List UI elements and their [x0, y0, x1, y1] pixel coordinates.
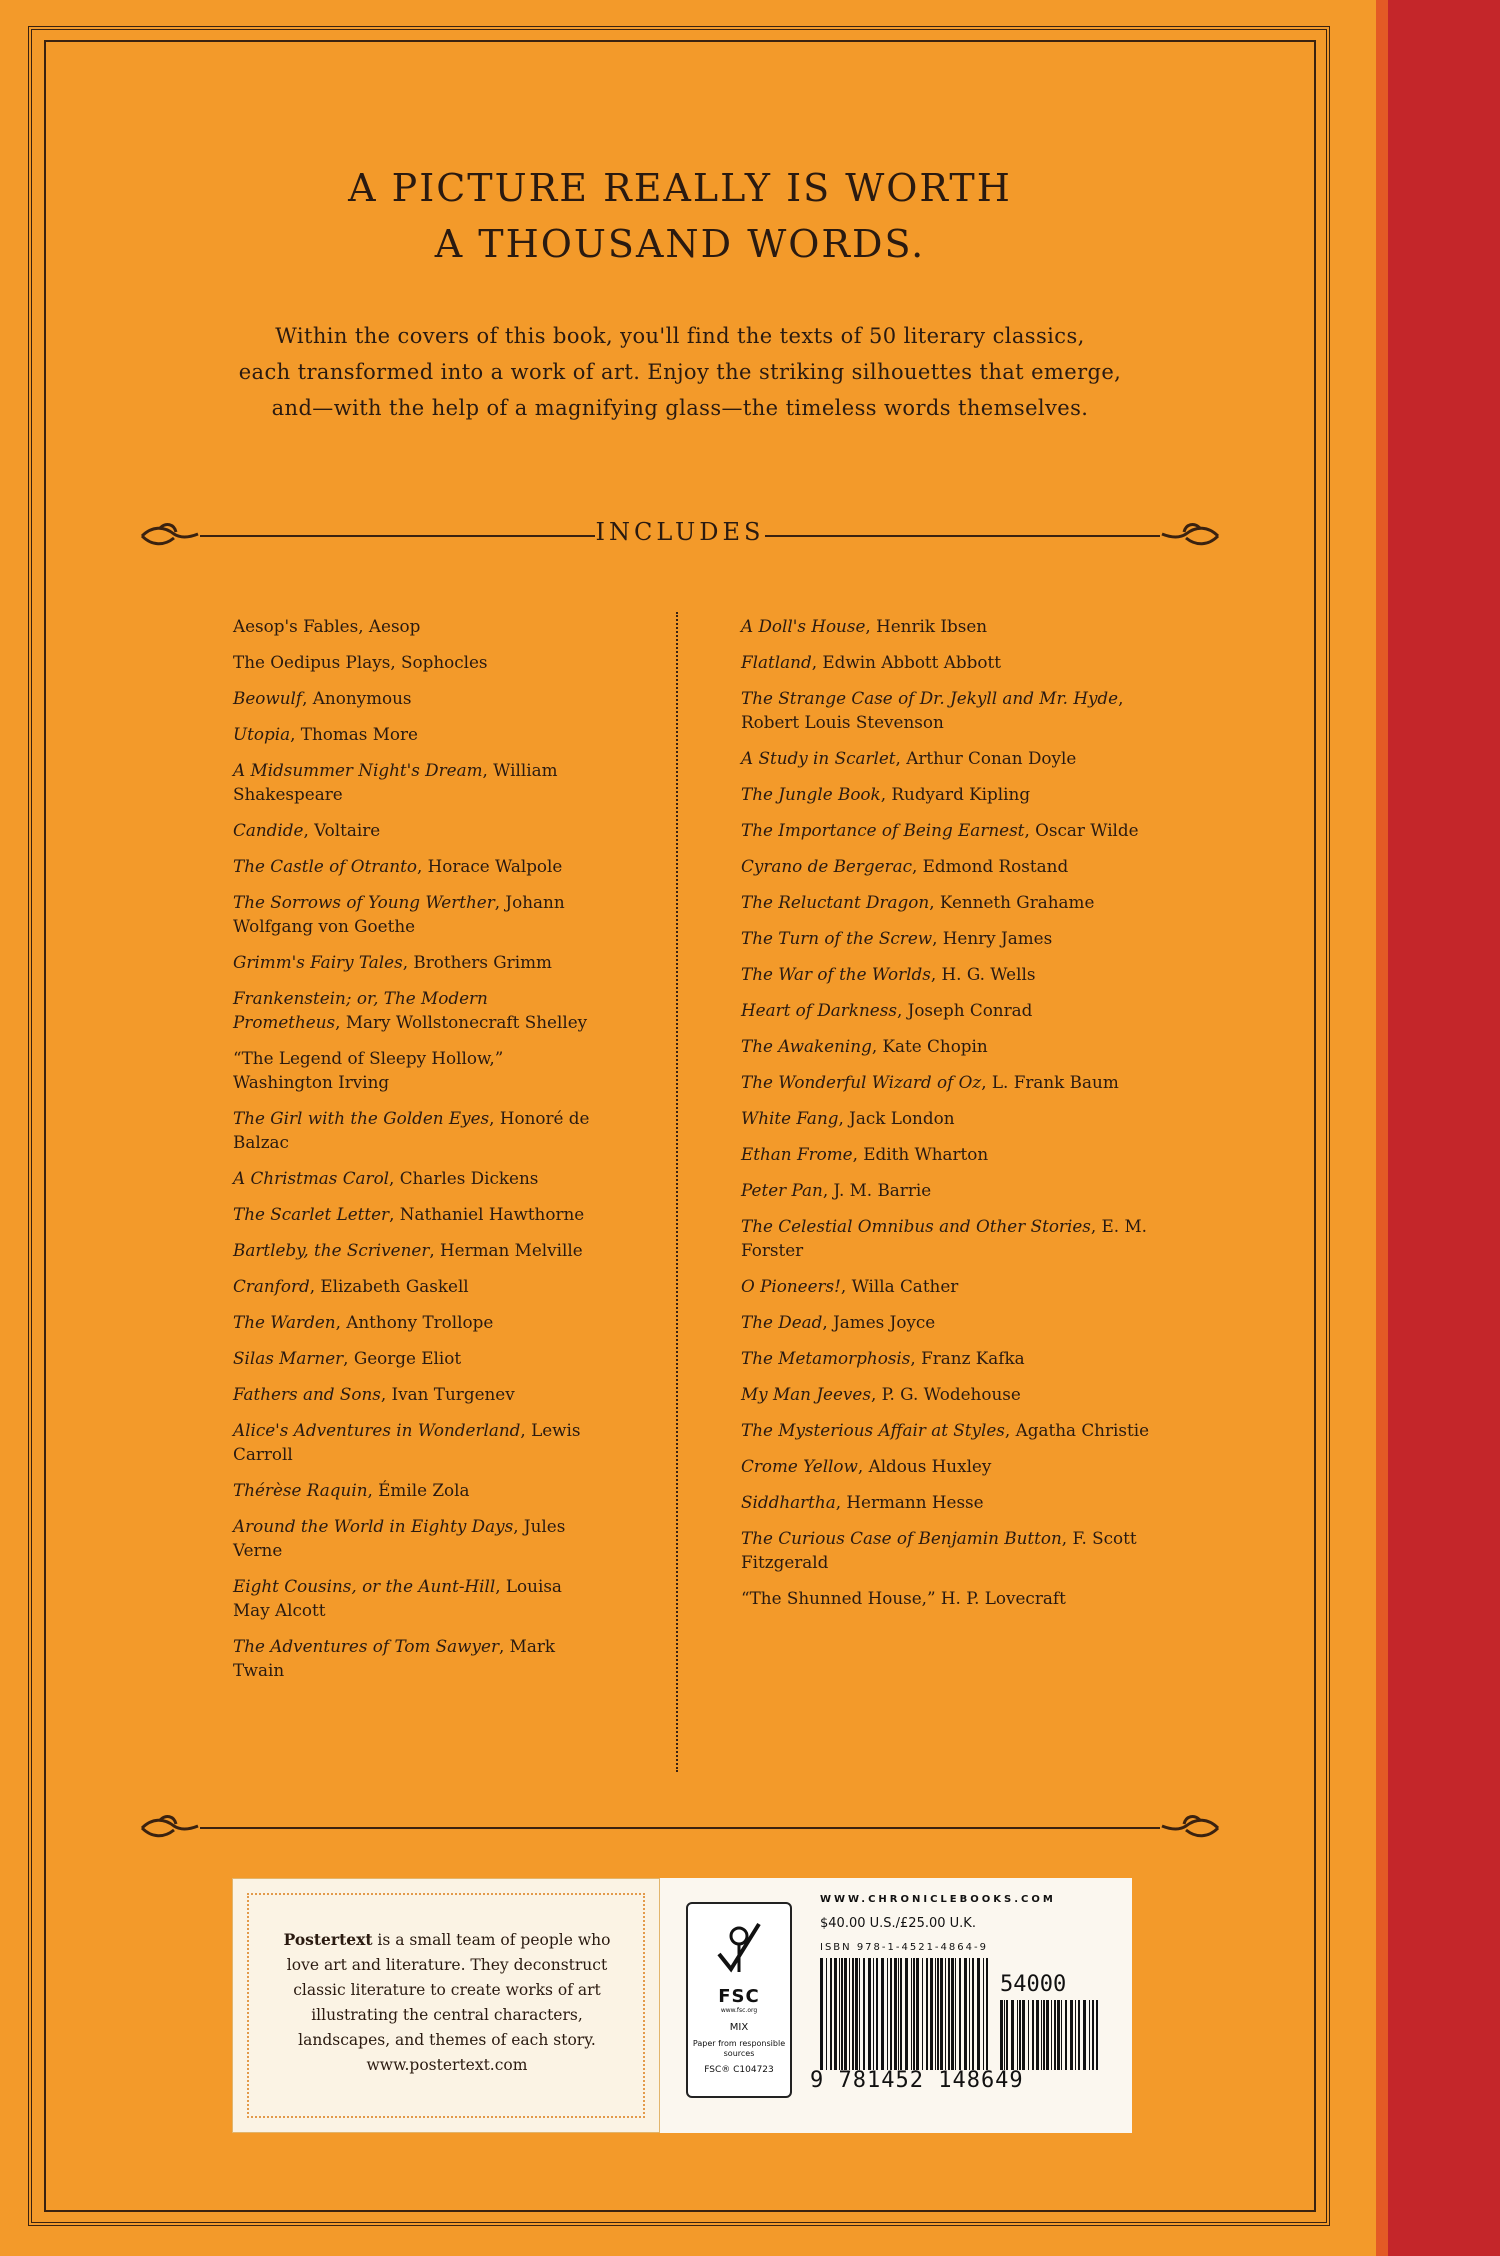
barcode-bar — [855, 1958, 858, 2070]
book-title-entry — [233, 1574, 593, 1622]
book-author: , Lewis Carroll — [233, 1420, 581, 1464]
book-author: , Anonymous — [302, 688, 412, 708]
book-title: Beowulf — [233, 688, 303, 708]
barcode-bar — [852, 1958, 854, 2070]
barcode-bar — [830, 1958, 832, 2070]
book-title: The Scarlet Letter — [233, 1204, 390, 1224]
barcode-bar — [948, 1958, 950, 2070]
book-title: My Man Jeeves — [741, 1384, 871, 1404]
book-title-entry — [233, 854, 593, 878]
book-title: The Wonderful Wizard of Oz — [741, 1072, 982, 1092]
book-title-entry — [233, 686, 593, 710]
fsc-paper: Paper from responsible sources — [692, 2039, 786, 2058]
barcode-bar — [1051, 2000, 1052, 2070]
book-title: Ethan Frome — [741, 1144, 853, 1164]
book-title-entry — [741, 1490, 1181, 1514]
book-title-entry — [233, 1166, 593, 1190]
book-title: Cranford — [233, 1276, 310, 1296]
barcode-bar — [1089, 2000, 1090, 2070]
book-title-entry — [741, 890, 1181, 914]
barcode-bar — [986, 1958, 988, 2070]
book-title: The War of the Worlds — [741, 964, 931, 984]
book-title: Alice's Adventures in Wonderland — [233, 1420, 521, 1440]
book-title: O Pioneers! — [741, 1276, 841, 1296]
addon-barcode — [1000, 2000, 1098, 2070]
divider-line — [200, 1827, 1160, 1829]
book-author: Aesop's Fables, Aesop — [233, 616, 421, 636]
spine-edge — [1376, 0, 1388, 2256]
book-author: , Ivan Turgenev — [380, 1384, 515, 1404]
book-title-entry — [233, 986, 593, 1034]
book-title-entry — [741, 1454, 1181, 1478]
book-author: , Charles Dickens — [389, 1168, 539, 1188]
barcode-bar — [820, 1958, 823, 2070]
book-title: Peter Pan — [741, 1180, 823, 1200]
book-title: The Curious Case of Benjamin Button — [741, 1528, 1062, 1548]
book-title-entry — [233, 614, 593, 638]
book-title-entry — [741, 1070, 1181, 1094]
book-title-entry — [741, 1418, 1181, 1442]
book-title: The Strange Case of Dr. Jekyll and Mr. Hyde — [741, 688, 1119, 708]
left-ornament-icon — [140, 1812, 200, 1844]
fsc-label — [686, 1902, 792, 2098]
barcode-bar — [887, 1958, 888, 2070]
book-author: , Brothers Grimm — [402, 952, 552, 972]
book-title-entry — [233, 1274, 593, 1298]
book-title: Siddhartha — [741, 1492, 836, 1512]
barcode-bar — [930, 1958, 933, 2070]
headline — [44, 160, 1316, 272]
intro-paragraph — [150, 318, 1210, 426]
bottom-divider — [140, 1808, 1220, 1848]
book-author: , Henry James — [932, 928, 1053, 948]
barcode-bar — [935, 1958, 936, 2070]
barcode-bar — [1006, 2000, 1008, 2070]
book-author: The Oedipus Plays, Sophocles — [233, 652, 488, 672]
book-author: , Thomas More — [290, 724, 418, 744]
book-title-entry — [233, 950, 593, 974]
barcode-bar — [959, 1958, 961, 2070]
book-author: , William Shakespeare — [233, 760, 558, 804]
book-title-entry — [233, 1346, 593, 1370]
barcode-bar — [913, 1958, 915, 2070]
book-title: The Warden — [233, 1312, 336, 1332]
barcode-bar — [844, 1958, 847, 2070]
barcode-bar — [881, 1958, 884, 2070]
book-title: The Awakening — [741, 1036, 872, 1056]
book-author: , Jules Verne — [233, 1516, 566, 1560]
book-title: Thérèse Raquin — [233, 1480, 368, 1500]
fsc-name: FSC — [718, 1986, 760, 2007]
barcode-bar — [940, 1958, 943, 2070]
book-title-entry — [233, 1478, 593, 1502]
book-author: , Elizabeth Gaskell — [309, 1276, 469, 1296]
book-title: Crome Yellow — [741, 1456, 858, 1476]
book-title-entry — [741, 1526, 1181, 1574]
book-author: , George Eliot — [343, 1348, 462, 1368]
book-title: White Fang — [741, 1108, 839, 1128]
barcode-bar — [1096, 2000, 1098, 2070]
barcode-bar — [876, 1958, 878, 2070]
book-title-entry — [233, 650, 593, 674]
barcode-bar — [905, 1958, 908, 2070]
headline-line-2: A THOUSAND WORDS. — [434, 222, 926, 266]
book-title: Heart of Darkness — [741, 1000, 897, 1020]
barcode-addon: 54000 — [1000, 1972, 1067, 1997]
book-title: Flatland — [741, 652, 812, 672]
book-title: Silas Marner — [233, 1348, 344, 1368]
book-author: , Arthur Conan Doyle — [895, 748, 1077, 768]
book-title: The Adventures of Tom Sawyer — [233, 1636, 499, 1656]
book-title-entry — [233, 1202, 593, 1226]
barcode-bar — [863, 1958, 865, 2070]
postertext-url: www.postertext.com — [366, 2056, 528, 2074]
book-author: , P. G. Wodehouse — [870, 1384, 1021, 1404]
barcode-bar — [1078, 2000, 1080, 2070]
book-title-entry — [741, 998, 1181, 1022]
intro-line-2: each transformed into a work of art. Enjoy the striking silhouettes that emerge, — [238, 360, 1122, 384]
barcode-bar — [972, 1958, 974, 2070]
headline-line-1: A PICTURE REALLY IS WORTH — [348, 166, 1012, 210]
book-title: Frankenstein; or, The Modern Prometheus — [233, 988, 488, 1032]
intro-line-1: Within the covers of this book, you'll find the texts of 50 literary classics, — [275, 324, 1085, 348]
book-title-entry — [741, 686, 1181, 734]
book-author: , Edwin Abbott Abbott — [811, 652, 1001, 672]
barcode-bar — [1061, 2000, 1062, 2070]
book-author: , Hermann Hesse — [835, 1492, 984, 1512]
book-title-entry — [741, 1310, 1181, 1334]
right-ornament-icon — [1160, 1812, 1220, 1844]
book-author: , Mark Twain — [233, 1636, 556, 1680]
barcode-bar — [1000, 2000, 1003, 2070]
book-title-entry — [233, 890, 593, 938]
barcode-bar — [911, 1958, 912, 2070]
book-title-entry — [233, 722, 593, 746]
barcode-bar — [945, 1958, 946, 2070]
book-title-entry — [741, 1382, 1181, 1406]
book-title: The Celestial Omnibus and Other Stories — [741, 1216, 1091, 1236]
barcode-bar — [894, 1958, 897, 2070]
barcode-bar — [890, 1958, 892, 2070]
book-author: , Johann Wolfgang von Goethe — [233, 892, 565, 936]
postertext-panel — [232, 1878, 660, 2133]
barcode-bar — [1092, 2000, 1094, 2070]
includes-heading: INCLUDES — [595, 518, 765, 546]
barcode-bar — [916, 1958, 919, 2070]
book-title: The Sorrows of Young Werther — [233, 892, 495, 912]
right-ornament-icon — [1160, 520, 1220, 552]
book-title: The Girl with the Golden Eyes — [233, 1108, 490, 1128]
barcode-bar — [1043, 2000, 1045, 2070]
barcode-bar — [900, 1958, 902, 2070]
book-title-entry — [233, 1238, 593, 1262]
barcode-bar — [977, 1958, 980, 2070]
ean-number: 9 781452 148649 — [810, 2068, 1024, 2093]
barcode-bar — [937, 1958, 939, 2070]
book-title-entry — [741, 926, 1181, 950]
book-title: A Christmas Carol — [233, 1168, 390, 1188]
barcode-bar — [839, 1958, 840, 2070]
book-title: Bartleby, the Scrivener — [233, 1240, 430, 1260]
barcode-bar — [1004, 2000, 1005, 2070]
book-author: , Louisa May Alcott — [233, 1576, 562, 1620]
barcode-bar — [1070, 2000, 1073, 2070]
book-title-entry — [233, 818, 593, 842]
postertext-body: is a small team of people who love art and literature. They deconstruct classic literature to create works of art illustrating the central characters, landscapes, and themes of each story. — [286, 1931, 611, 2049]
barcode-bar — [1032, 2000, 1034, 2070]
book-title: Around the World in Eighty Days — [233, 1516, 514, 1536]
book-author: , Rudyard Kipling — [880, 784, 1031, 804]
book-title-entry — [741, 1346, 1181, 1370]
book-author: “The Shunned House,” H. P. Lovecraft — [741, 1588, 1066, 1608]
left-title-list — [233, 614, 593, 1694]
book-author: , Kenneth Grahame — [929, 892, 1095, 912]
book-author: , Edith Wharton — [852, 1144, 989, 1164]
barcode-bar — [1011, 2000, 1014, 2070]
book-title: Candide — [233, 820, 304, 840]
book-title: The Importance of Being Earnest — [741, 820, 1025, 840]
barcode-bar — [955, 1958, 956, 2070]
postertext-blurb — [273, 1927, 621, 2078]
book-title-entry — [741, 1214, 1181, 1262]
barcode-bar — [1054, 2000, 1056, 2070]
book-title-entry — [741, 614, 1181, 638]
book-author: , Jack London — [838, 1108, 955, 1128]
book-title: The Metamorphosis — [741, 1348, 911, 1368]
book-author: , Anthony Trollope — [335, 1312, 494, 1332]
book-title: Eight Cousins, or the Aunt-Hill — [233, 1576, 496, 1596]
book-author: , Franz Kafka — [910, 1348, 1025, 1368]
barcode-bar — [1036, 2000, 1039, 2070]
book-author: , Henrik Ibsen — [865, 616, 988, 636]
book-title: A Doll's House — [741, 616, 866, 636]
book-title-entry — [233, 1634, 593, 1682]
book-title-entry — [741, 650, 1181, 674]
barcode-bar — [1075, 2000, 1076, 2070]
intro-line-3: and—with the help of a magnifying glass—the timeless words themselves. — [271, 396, 1089, 420]
barcode-bar — [1046, 2000, 1049, 2070]
barcode-bar — [1083, 2000, 1086, 2070]
barcode-bar — [1017, 2000, 1018, 2070]
barcode-bar — [1028, 2000, 1029, 2070]
barcode-bar — [898, 1958, 899, 2070]
barcode-bar — [1019, 2000, 1021, 2070]
book-author: , L. Frank Baum — [981, 1072, 1119, 1092]
barcode-bar — [1065, 2000, 1067, 2070]
book-author: , Joseph Conrad — [896, 1000, 1033, 1020]
book-title-entry — [741, 1142, 1181, 1166]
book-title-entry — [233, 1046, 593, 1094]
barcode-bar — [841, 1958, 843, 2070]
book-author: , Oscar Wilde — [1024, 820, 1139, 840]
barcode-bar — [834, 1958, 837, 2070]
book-title-entry — [741, 1586, 1181, 1610]
book-author: , Agatha Christie — [1004, 1420, 1150, 1440]
fsc-site: www.fsc.org — [720, 2007, 758, 2014]
barcode-bar — [922, 1958, 923, 2070]
barcode-bar — [969, 1958, 970, 2070]
fsc-tree-check-icon — [709, 1914, 769, 1984]
price: $40.00 U.S./£25.00 U.K. — [820, 1916, 976, 1931]
book-title: Cyrano de Bergerac — [741, 856, 912, 876]
book-title-entry — [741, 1178, 1181, 1202]
book-author: , H. G. Wells — [930, 964, 1036, 984]
barcode-bar — [951, 1958, 954, 2070]
book-author: , Herman Melville — [429, 1240, 583, 1260]
book-title-entry — [233, 1418, 593, 1466]
barcode-bar — [859, 1958, 860, 2070]
book-title-entry — [741, 1274, 1181, 1298]
book-title-entry — [233, 1382, 593, 1406]
barcode-bar — [873, 1958, 874, 2070]
book-author: , Voltaire — [303, 820, 381, 840]
book-author: , Nathaniel Hawthorne — [389, 1204, 585, 1224]
book-title: The Dead — [741, 1312, 823, 1332]
book-title-entry — [741, 1034, 1181, 1058]
right-title-list — [741, 614, 1181, 1622]
book-title: The Jungle Book — [741, 784, 881, 804]
book-author: , Horace Walpole — [416, 856, 563, 876]
barcode-bar — [983, 1958, 984, 2070]
book-author: , J. M. Barrie — [822, 1180, 932, 1200]
book-spine — [1388, 0, 1500, 2256]
book-author: , F. Scott Fitzgerald — [741, 1528, 1137, 1572]
book-title-entry — [741, 1106, 1181, 1130]
includes-divider — [140, 516, 1220, 556]
book-title: Grimm's Fairy Tales — [233, 952, 403, 972]
book-author: , Willa Cather — [840, 1276, 959, 1296]
book-author: , Edmond Rostand — [911, 856, 1069, 876]
book-title: The Turn of the Screw — [741, 928, 933, 948]
book-title-entry — [233, 1310, 593, 1334]
barcode-bar — [1057, 2000, 1060, 2070]
book-title: The Castle of Otranto — [233, 856, 417, 876]
book-author: “The Legend of Sleepy Hollow,” Washington Irving — [233, 1048, 504, 1092]
book-author: , E. M. Forster — [741, 1216, 1147, 1260]
barcode-bar — [1041, 2000, 1042, 2070]
fsc-code: FSC® C104723 — [704, 2065, 774, 2075]
book-title-entry — [233, 758, 593, 806]
book-title-entry — [741, 854, 1181, 878]
book-author: , Mary Wollstonecraft Shelley — [335, 1012, 588, 1032]
barcode-bar — [849, 1958, 850, 2070]
book-title-entry — [233, 1514, 593, 1562]
barcode-bar — [826, 1958, 827, 2070]
book-author: , James Joyce — [822, 1312, 936, 1332]
publisher-url: WWW.CHRONICLEBOOKS.COM — [820, 1894, 1056, 1905]
book-title-entry — [741, 818, 1181, 842]
divider-line-right — [765, 535, 1160, 537]
book-title-entry — [741, 782, 1181, 806]
barcode-bar — [926, 1958, 928, 2070]
book-title: A Study in Scarlet — [741, 748, 896, 768]
barcode-bar — [868, 1958, 871, 2070]
book-title: Fathers and Sons — [233, 1384, 381, 1404]
book-author: , Aldous Huxley — [857, 1456, 992, 1476]
barcode-bar — [964, 1958, 967, 2070]
book-title-entry — [233, 1106, 593, 1154]
book-author: , Honoré de Balzac — [233, 1108, 590, 1152]
column-separator — [676, 612, 678, 1772]
book-title-entry — [741, 962, 1181, 986]
book-title: The Mysterious Affair at Styles — [741, 1420, 1005, 1440]
book-title-entry — [741, 746, 1181, 770]
postertext-name: Postertext — [283, 1930, 373, 1949]
barcode-bar — [1022, 2000, 1025, 2070]
book-title: Utopia — [233, 724, 291, 744]
book-title: A Midsummer Night's Dream — [233, 760, 483, 780]
book-title: The Reluctant Dragon — [741, 892, 930, 912]
fsc-mix: MIX — [729, 2022, 749, 2033]
isbn: ISBN 978-1-4521-4864-9 — [820, 1942, 988, 1953]
book-author: , Robert Louis Stevenson — [741, 688, 1124, 732]
barcode-area — [810, 1890, 1130, 2120]
book-author: , Émile Zola — [367, 1480, 470, 1500]
book-author: , Kate Chopin — [871, 1036, 988, 1056]
